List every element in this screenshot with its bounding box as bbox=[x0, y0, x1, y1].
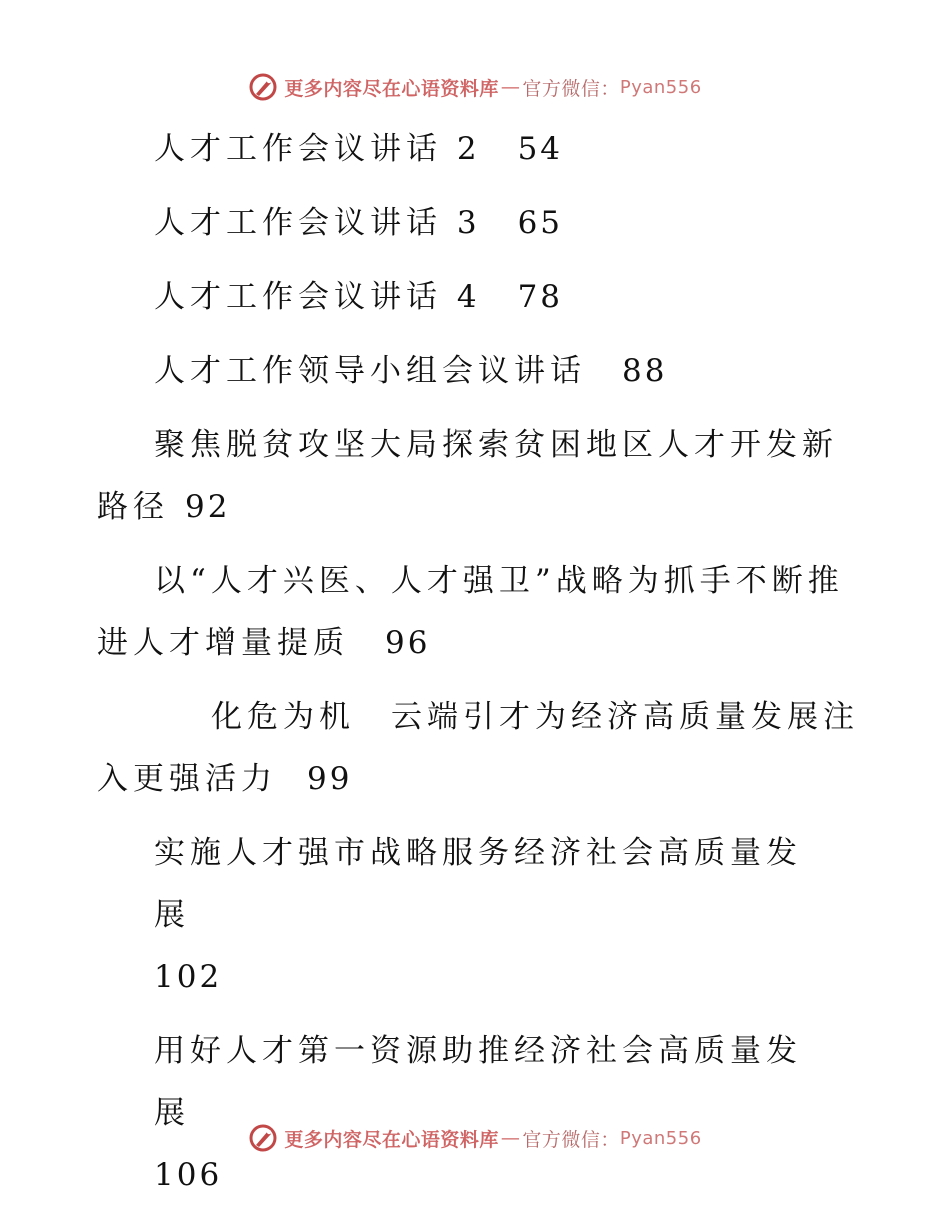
toc-entry[interactable] bbox=[97, 1020, 814, 1206]
watermark-text: 更多内容尽在心语资料库 bbox=[284, 77, 499, 100]
toc-entry-page: 102 bbox=[154, 959, 223, 995]
watermark-label: 官方微信： bbox=[522, 1128, 620, 1151]
toc-entry-title: 人才工作领导小组会议讲话 bbox=[154, 353, 586, 389]
toc-entry-page: 92 bbox=[185, 489, 231, 525]
toc-entry-page: 54 bbox=[517, 131, 564, 167]
toc-entry-page: 99 bbox=[307, 761, 353, 797]
toc-entry-title: 聚焦脱贫攻坚大局探索贫困地区人才开发新路径 bbox=[97, 427, 838, 525]
pen-logo-icon bbox=[248, 1123, 278, 1153]
toc-entry[interactable] bbox=[97, 118, 867, 180]
toc-entry-title: 实施人才强市战略服务经济社会高质量发展 bbox=[154, 835, 802, 933]
pen-logo-icon bbox=[248, 72, 278, 102]
watermark-text: 更多内容尽在心语资料库 bbox=[284, 1128, 499, 1151]
toc-entry-page: 78 bbox=[517, 279, 564, 315]
toc-entry[interactable] bbox=[97, 340, 867, 402]
toc-entry-page: 88 bbox=[622, 353, 668, 389]
table-of-contents bbox=[97, 118, 867, 1206]
watermark-id: Pyan556 bbox=[619, 1127, 702, 1149]
watermark-id: Pyan556 bbox=[619, 76, 702, 98]
toc-entry-page: 65 bbox=[517, 205, 564, 241]
toc-entry[interactable] bbox=[97, 266, 867, 328]
toc-entry[interactable] bbox=[97, 414, 867, 538]
toc-entry[interactable] bbox=[97, 550, 867, 674]
toc-entry-title: 人才工作会议讲话 2 bbox=[154, 131, 482, 167]
watermark-dash: — bbox=[500, 1127, 521, 1149]
toc-entry-page: 106 bbox=[154, 1157, 223, 1193]
header-watermark bbox=[0, 72, 950, 102]
toc-entry-page: 96 bbox=[385, 625, 431, 661]
toc-entry-title: 人才工作会议讲话 4 bbox=[154, 279, 482, 315]
toc-entry-title: 人才工作会议讲话 3 bbox=[154, 205, 482, 241]
toc-entry-title: 化危为机 云端引才为经济高质量发展注入更强活力 bbox=[97, 699, 859, 797]
toc-entry-title: 用好人才第一资源助推经济社会高质量发展 bbox=[154, 1033, 802, 1131]
watermark-dash: — bbox=[500, 76, 521, 98]
toc-entry-title: 以“人才兴医、人才强卫”战略为抓手不断推进人才增量提质 bbox=[97, 563, 844, 661]
toc-entry[interactable] bbox=[97, 686, 867, 810]
watermark-label: 官方微信： bbox=[522, 77, 620, 100]
toc-entry[interactable] bbox=[97, 192, 867, 254]
toc-entry[interactable] bbox=[97, 822, 814, 1008]
footer-watermark bbox=[0, 1123, 950, 1153]
